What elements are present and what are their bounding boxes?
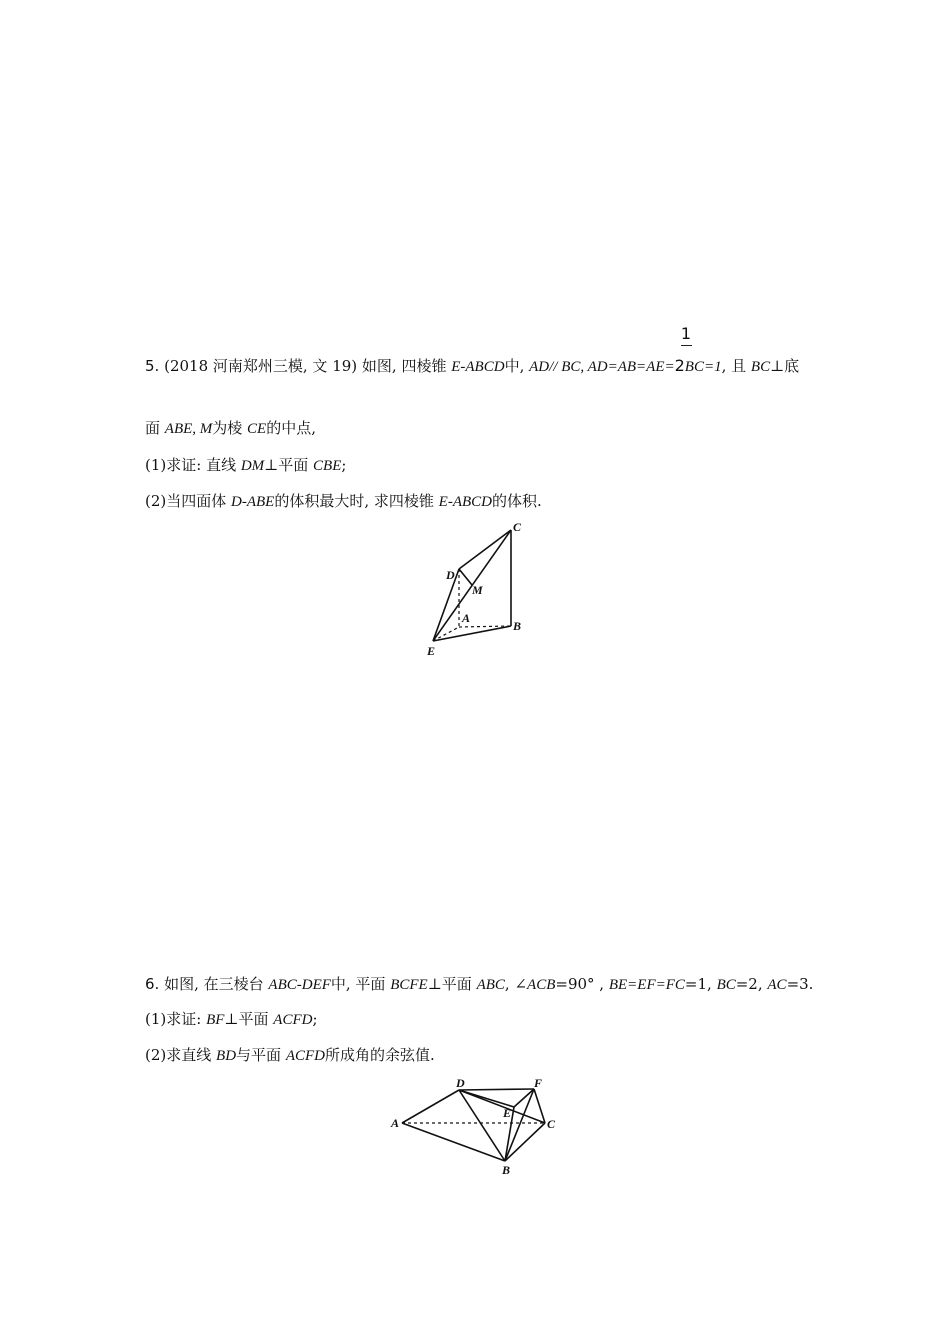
- problem-5-question-1: (1)求证: 直线 DM⊥平面 CBE;: [145, 456, 347, 474]
- edge-df: [459, 1089, 534, 1090]
- problem-5-line-1: 5. (2018 河南郑州三模, 文 19) 如图, 四棱锥 E-ABCD中, AD// BC, AD=AB=AE=2BC=1, 且 BC⊥底: [145, 356, 800, 375]
- problem-5-line-2: 面 ABE, M为棱 CE的中点,: [145, 419, 316, 437]
- problem-number: 5.: [145, 357, 160, 375]
- label-c: C: [513, 520, 522, 534]
- label-d: D: [446, 568, 455, 582]
- label-m: M: [472, 583, 483, 597]
- pyramid-figure: [420, 515, 530, 660]
- frustum-figure: [385, 1070, 565, 1180]
- label-a: A: [391, 1116, 400, 1130]
- label-e: E: [503, 1106, 512, 1120]
- fraction-bar: [681, 345, 692, 346]
- label-c: C: [547, 1117, 556, 1131]
- edge-db: [459, 1090, 505, 1161]
- problem-6-line-1: 6. 如图, 在三棱台 ABC-DEF中, 平面 BCFE⊥平面 ABC, ∠ACB=90° , BE=EF=FC=1, BC=2, AC=3.: [145, 975, 814, 993]
- fraction-numerator: 1: [680, 324, 692, 343]
- label-b: B: [513, 619, 522, 633]
- label-f: F: [534, 1076, 543, 1090]
- fraction-denominator: 2: [674, 356, 685, 375]
- edge-fb: [505, 1089, 534, 1161]
- label-b: B: [502, 1163, 511, 1177]
- problem-number: 6.: [145, 975, 160, 993]
- edge-dm: [459, 569, 472, 585]
- edge-dc: [459, 530, 511, 569]
- label-e: E: [427, 644, 436, 658]
- edge-eb: [433, 626, 511, 641]
- source: (2018 河南郑州三模, 文 19): [164, 357, 358, 375]
- problem-6-question-1: (1)求证: BF⊥平面 ACFD;: [145, 1010, 318, 1028]
- problem-6-question-2: (2)求直线 BD与平面 ACFD所成角的余弦值.: [145, 1046, 435, 1064]
- label-d: D: [456, 1076, 465, 1090]
- problem-5-question-2: (2)当四面体 D-ABE的体积最大时, 求四棱锥 E-ABCD的体积.: [145, 492, 542, 510]
- edge-fc: [534, 1089, 545, 1123]
- label-a: A: [462, 611, 471, 625]
- edge-ab: [402, 1123, 505, 1161]
- edge-ad: [402, 1090, 459, 1123]
